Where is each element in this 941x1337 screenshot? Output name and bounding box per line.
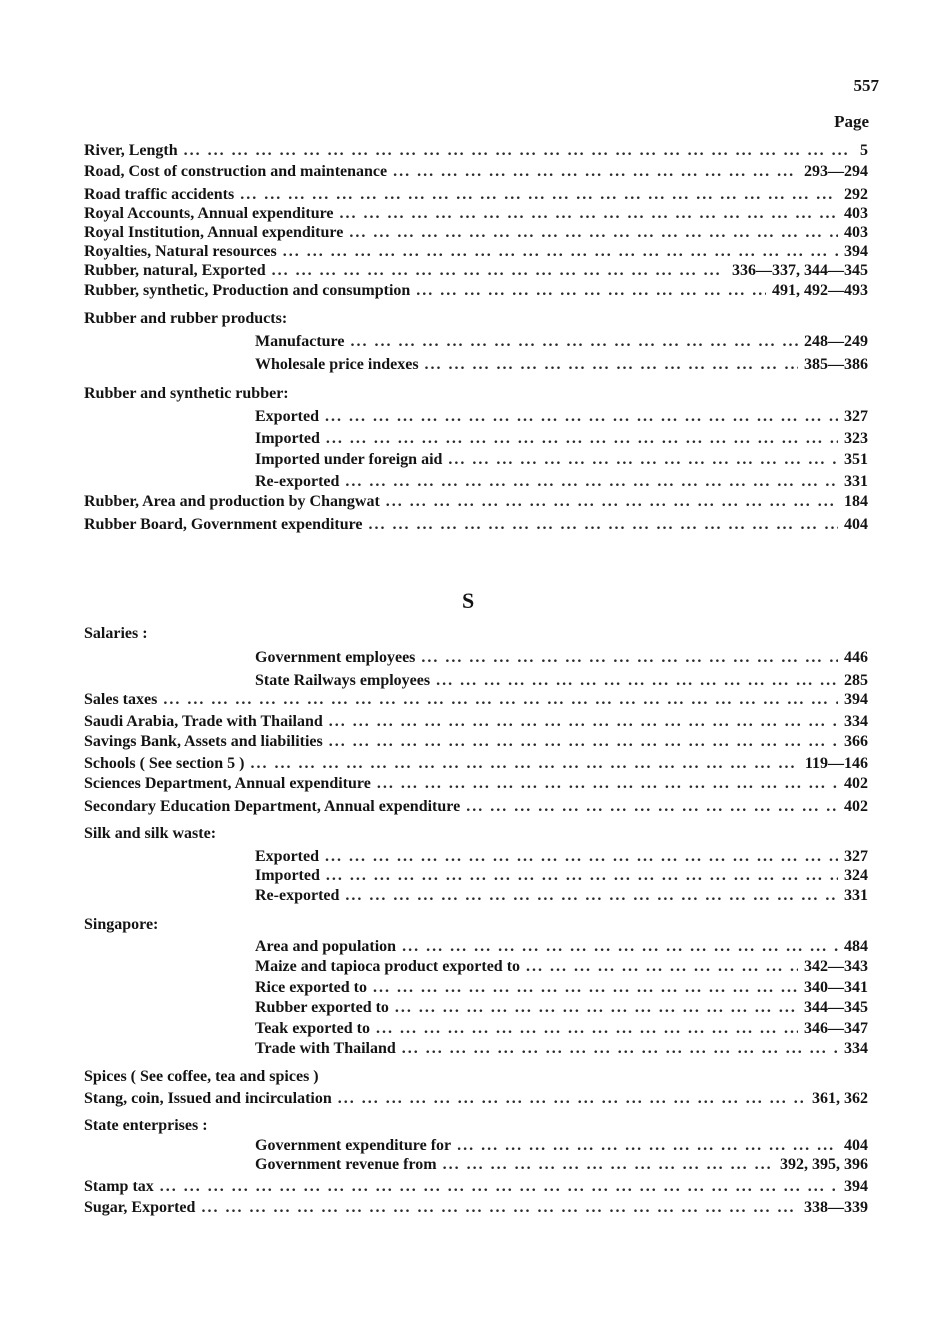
entry-label: Road, Cost of construction and maintenance	[84, 163, 388, 180]
entry-label: Sugar, Exported	[84, 1199, 196, 1216]
index-subentry	[255, 865, 868, 887]
dot-leader	[377, 773, 838, 795]
dot-leader	[425, 354, 798, 376]
entry-pages: 292	[844, 186, 868, 203]
entry-pages: 491, 492—493	[772, 282, 868, 299]
entry-pages: 402	[844, 775, 868, 792]
entry-label: State Railways employees	[255, 672, 431, 689]
index-entry-spices: Spices ( See coffee, tea and spices )	[84, 1068, 319, 1085]
entry-pages: 331	[844, 887, 868, 904]
index-subentry	[255, 428, 868, 450]
entry-pages: 336—337, 344—345	[732, 262, 868, 279]
page-column-header: Page	[834, 112, 869, 131]
index-entry	[84, 140, 868, 162]
entry-pages: 331	[844, 473, 868, 490]
index-subentry	[255, 997, 868, 1019]
dot-leader	[345, 885, 838, 907]
entry-label: Imported under foreign aid	[255, 451, 443, 468]
index-entry	[84, 731, 868, 753]
entry-pages: 351	[844, 451, 868, 468]
entry-label: Rubber, Area and production by Changwat	[84, 493, 380, 510]
index-entry	[84, 689, 868, 711]
entry-pages: 184	[844, 493, 868, 510]
index-entry	[84, 514, 868, 536]
dot-leader	[402, 1038, 838, 1060]
entry-pages: 327	[844, 848, 868, 865]
group-heading: Rubber and rubber products:	[84, 310, 288, 327]
dot-leader	[421, 647, 838, 669]
entry-pages: 324	[844, 867, 868, 884]
entry-pages: 403	[844, 224, 868, 241]
dot-leader	[329, 711, 838, 733]
dot-leader	[163, 689, 838, 711]
group-heading: Singapore:	[84, 916, 159, 933]
entry-pages: 346—347	[804, 1020, 868, 1037]
dot-leader	[345, 471, 838, 493]
section-letter: S	[462, 588, 475, 613]
entry-label: Saudi Arabia, Trade with Thailand	[84, 713, 323, 730]
entry-pages: 394	[844, 1178, 868, 1195]
entry-pages: 402	[844, 798, 868, 815]
group-heading: Salaries :	[84, 625, 148, 642]
index-entry	[84, 711, 868, 733]
entry-pages: 334	[844, 713, 868, 730]
dot-leader	[416, 280, 766, 302]
index-subentry	[255, 1018, 868, 1040]
index-entry	[84, 1197, 868, 1219]
entry-label: Sciences Department, Annual expenditure	[84, 775, 371, 792]
entry-pages: 334	[844, 1040, 868, 1057]
entry-pages: 323	[844, 430, 868, 447]
dot-leader	[326, 428, 838, 450]
dot-leader	[448, 449, 838, 471]
entry-pages: 392, 395, 396	[780, 1156, 868, 1173]
entry-pages: 404	[844, 516, 868, 533]
entry-label: Stang, coin, Issued and incirculation	[84, 1090, 332, 1107]
entry-pages: 404	[844, 1137, 868, 1154]
dot-leader	[325, 406, 838, 428]
index-subentry	[255, 1154, 868, 1176]
entry-label: Stamp tax	[84, 1178, 154, 1195]
index-entry	[84, 260, 868, 282]
index-entry	[84, 796, 868, 818]
index-subentry	[255, 1038, 868, 1060]
dot-leader	[386, 491, 838, 513]
index-subentry	[255, 331, 868, 353]
dot-leader	[466, 796, 838, 818]
index-entry	[84, 1176, 868, 1198]
dot-leader	[272, 260, 726, 282]
entry-label: Royal Accounts, Annual expenditure	[84, 205, 334, 222]
entry-pages: 446	[844, 649, 868, 666]
entry-pages: 327	[844, 408, 868, 425]
entry-label: Secondary Education Department, Annual expenditure	[84, 798, 461, 815]
index-subentry	[255, 471, 868, 493]
dot-leader	[395, 997, 798, 1019]
entry-label: Rubber Board, Government expenditure	[84, 516, 363, 533]
entry-label: Rubber, synthetic, Production and consumption	[84, 282, 411, 299]
index-subentry	[255, 354, 868, 376]
index-subentry	[255, 977, 868, 999]
dot-leader	[526, 956, 798, 978]
dot-leader	[373, 977, 798, 999]
entry-label: Area and population	[255, 938, 397, 955]
dot-leader	[402, 936, 838, 958]
entry-label: Wholesale price indexes	[255, 356, 419, 373]
entry-label: Government expenditure for	[255, 1137, 452, 1154]
dot-leader	[201, 1197, 798, 1219]
entry-pages: 394	[844, 691, 868, 708]
dot-leader	[393, 161, 798, 183]
entry-label: Imported	[255, 430, 320, 447]
dot-leader	[369, 514, 838, 536]
index-subentry	[255, 647, 868, 669]
entry-pages: 385—386	[804, 356, 868, 373]
index-subentry	[255, 956, 868, 978]
entry-pages: 285	[844, 672, 868, 689]
entry-label: Imported	[255, 867, 320, 884]
dot-leader	[326, 865, 838, 887]
dot-leader	[329, 731, 838, 753]
index-entry	[84, 491, 868, 513]
entry-label: Royalties, Natural resources	[84, 243, 277, 260]
entry-pages: 361, 362	[812, 1090, 868, 1107]
entry-pages: 403	[844, 205, 868, 222]
entry-pages: 5	[860, 142, 868, 159]
index-entry	[84, 753, 868, 775]
entry-label: Schools ( See section 5 )	[84, 755, 245, 772]
index-subentry	[255, 406, 868, 428]
index-entry	[84, 773, 868, 795]
dot-leader	[338, 1088, 806, 1110]
entry-label: Rice exported to	[255, 979, 367, 996]
group-heading: State enterprises :	[84, 1117, 208, 1134]
index-entry	[84, 1088, 868, 1110]
entry-label: River, Length	[84, 142, 178, 159]
entry-label: Government revenue from	[255, 1156, 437, 1173]
dot-leader	[443, 1154, 774, 1176]
entry-pages: 248—249	[804, 333, 868, 350]
entry-pages: 344—345	[804, 999, 868, 1016]
entry-pages: 119—146	[804, 755, 868, 772]
index-subentry	[255, 885, 868, 907]
entry-label: Maize and tapioca product exported to	[255, 958, 521, 975]
group-heading: Rubber and synthetic rubber:	[84, 385, 289, 402]
entry-pages: 484	[844, 938, 868, 955]
page-number: 557	[853, 76, 879, 95]
entry-label: Trade with Thailand	[255, 1040, 396, 1057]
entry-label: Re-exported	[255, 887, 340, 904]
entry-pages: 338—339	[804, 1199, 868, 1216]
entry-label: Government employees	[255, 649, 416, 666]
index-entry	[84, 280, 868, 302]
dot-leader	[250, 753, 798, 775]
index-entry	[84, 161, 868, 183]
dot-leader	[160, 1176, 838, 1198]
entry-label: Manufacture	[255, 333, 345, 350]
entry-pages: 340—341	[804, 979, 868, 996]
group-heading: Silk and silk waste:	[84, 825, 217, 842]
entry-label: Exported	[255, 408, 319, 425]
entry-pages: 342—343	[804, 958, 868, 975]
dot-leader	[376, 1018, 798, 1040]
entry-label: Road traffic accidents	[84, 186, 235, 203]
entry-label: Teak exported to	[255, 1020, 370, 1037]
entry-label: Rubber, natural, Exported	[84, 262, 266, 279]
entry-label: Re-exported	[255, 473, 340, 490]
index-subentry	[255, 936, 868, 958]
dot-leader	[184, 140, 854, 162]
entry-label: Royal Institution, Annual expenditure	[84, 224, 344, 241]
entry-label: Exported	[255, 848, 319, 865]
entry-pages: 293—294	[804, 163, 868, 180]
dot-leader	[350, 331, 798, 353]
index-subentry	[255, 449, 868, 471]
entry-pages: 394	[844, 243, 868, 260]
entry-label: Sales taxes	[84, 691, 158, 708]
entry-label: Savings Bank, Assets and liabilities	[84, 733, 323, 750]
entry-label: Rubber exported to	[255, 999, 389, 1016]
entry-pages: 366	[844, 733, 868, 750]
